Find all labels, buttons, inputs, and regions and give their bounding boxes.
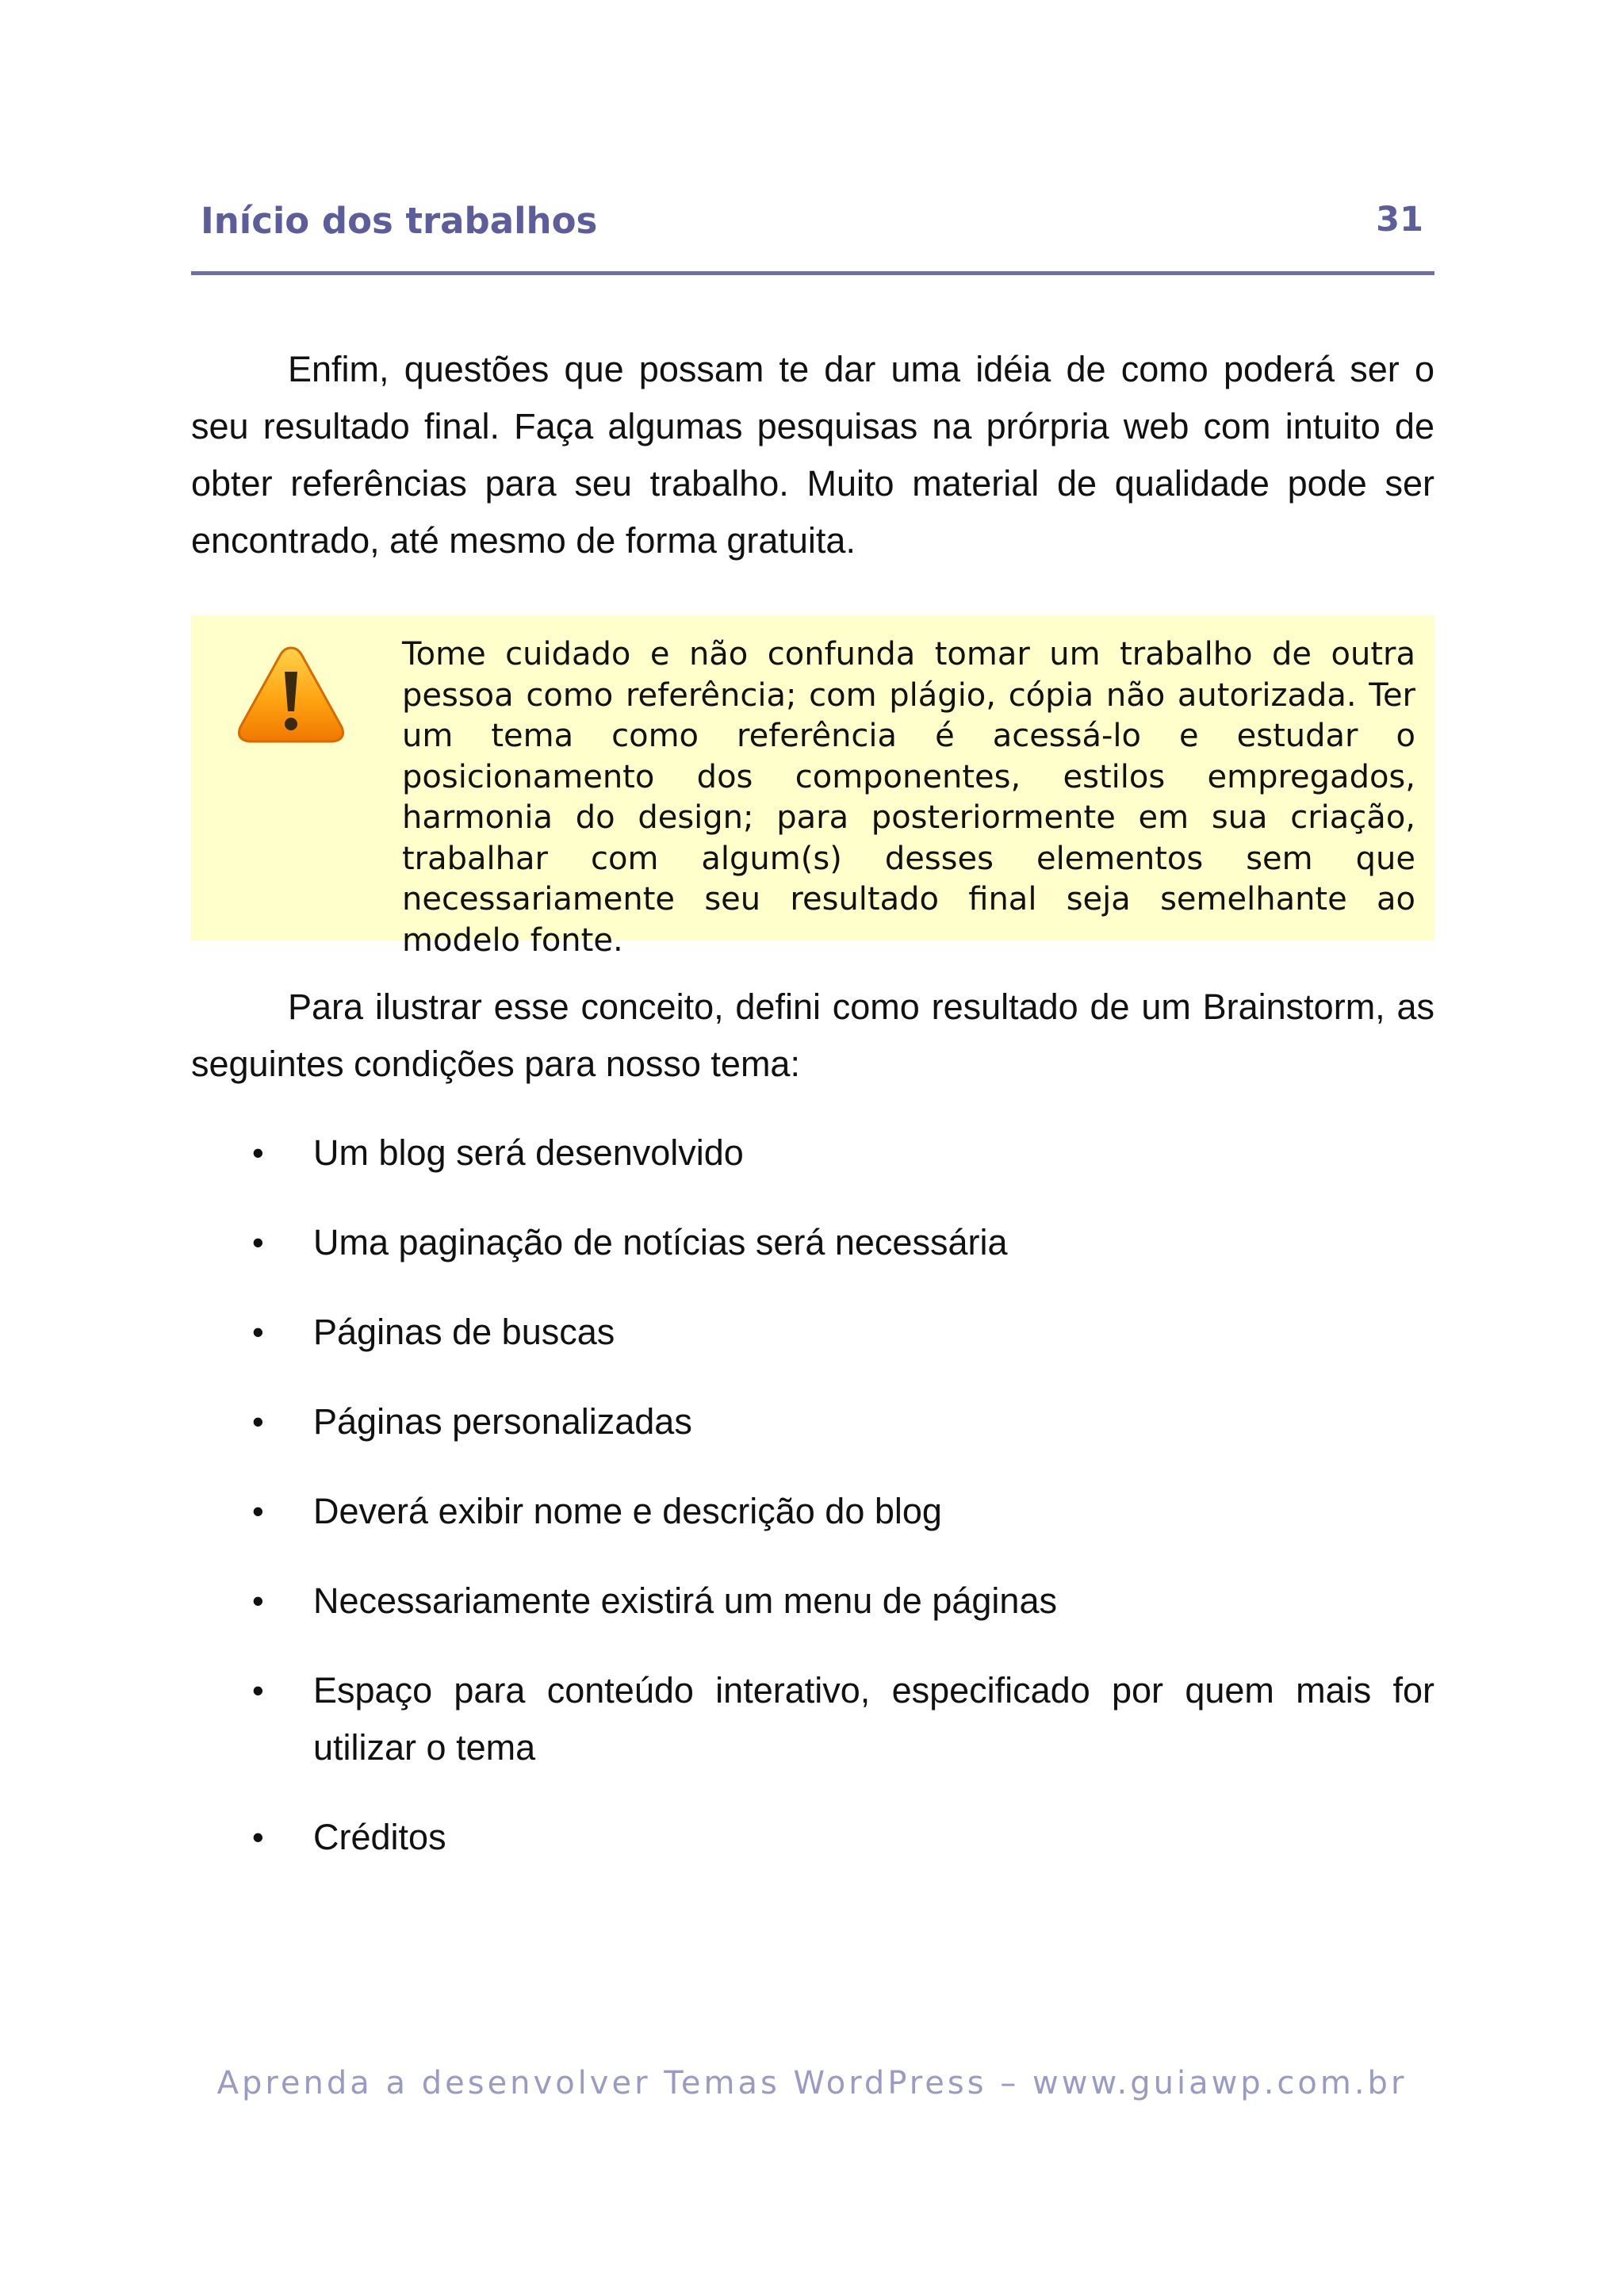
list-item-text: Uma paginação de notícias será necessária xyxy=(313,1222,1008,1262)
warning-text: Tome cuidado e não confunda tomar um trabalho de outra pessoa como referência; com plágio, cópia não autorizada. Ter um tema como referência é acessá-lo e estudar o posicionamento dos componentes, estilos empregados, harmonia do design; para posteriormente em sua criação, trabalhar com algum(s) desses elementos sem que necessariamente seu resultado final seja semelhante ao modelo fonte. xyxy=(402,636,1415,959)
list-item-text: Um blog será desenvolvido xyxy=(313,1132,744,1173)
bullet-icon: • xyxy=(252,1224,264,1261)
list-item-text: Páginas personalizadas xyxy=(313,1401,692,1442)
conditions-list xyxy=(191,1124,1434,1898)
bullet-icon: • xyxy=(252,1134,264,1171)
warning-icon xyxy=(236,643,347,746)
bullet-icon: • xyxy=(252,1582,264,1619)
page-number: 31 xyxy=(1376,200,1423,239)
list-item-text: Páginas de buscas xyxy=(313,1312,615,1352)
bullet-icon: • xyxy=(252,1492,264,1530)
bullet-icon: • xyxy=(252,1818,264,1856)
chapter-title: Início dos trabalhos xyxy=(201,200,598,242)
list-item-text: Deverá exibir nome e descrição do blog xyxy=(313,1491,942,1531)
bullet-icon: • xyxy=(252,1313,264,1350)
warning-callout xyxy=(191,615,1434,959)
list-item xyxy=(191,1809,1434,1866)
page-header xyxy=(191,184,1434,275)
list-item xyxy=(191,1483,1434,1540)
list-item-text: Necessariamente existirá um menu de páginas xyxy=(313,1580,1057,1621)
list-item xyxy=(191,1662,1434,1776)
list-item-text: Espaço para conteúdo interativo, especificado por quem mais for utilizar o tema xyxy=(313,1670,1434,1768)
page-footer: Aprenda a desenvolver Temas WordPress – www.guiawp.com.br xyxy=(216,2065,1408,2101)
list-item xyxy=(191,1214,1434,1271)
list-item xyxy=(191,1124,1434,1182)
list-item xyxy=(191,1573,1434,1630)
concept-paragraph: Para ilustrar esse conceito, defini como resultado de um Brainstorm, as seguintes condições para nosso tema: xyxy=(191,987,1434,1084)
bullet-icon: • xyxy=(252,1403,264,1440)
list-item-text: Créditos xyxy=(313,1817,446,1857)
bullet-icon: • xyxy=(252,1672,264,1709)
list-item xyxy=(191,1304,1434,1361)
intro-paragraph: Enfim, questões que possam te dar uma idéia de como poderá ser o seu resultado final. Faça algumas pesquisas na prórpria web com intuito de obter referências para seu trabalho. Muito material de qualidade pode ser encontrado, até mesmo de forma gratuita. xyxy=(191,349,1434,561)
list-item xyxy=(191,1393,1434,1450)
